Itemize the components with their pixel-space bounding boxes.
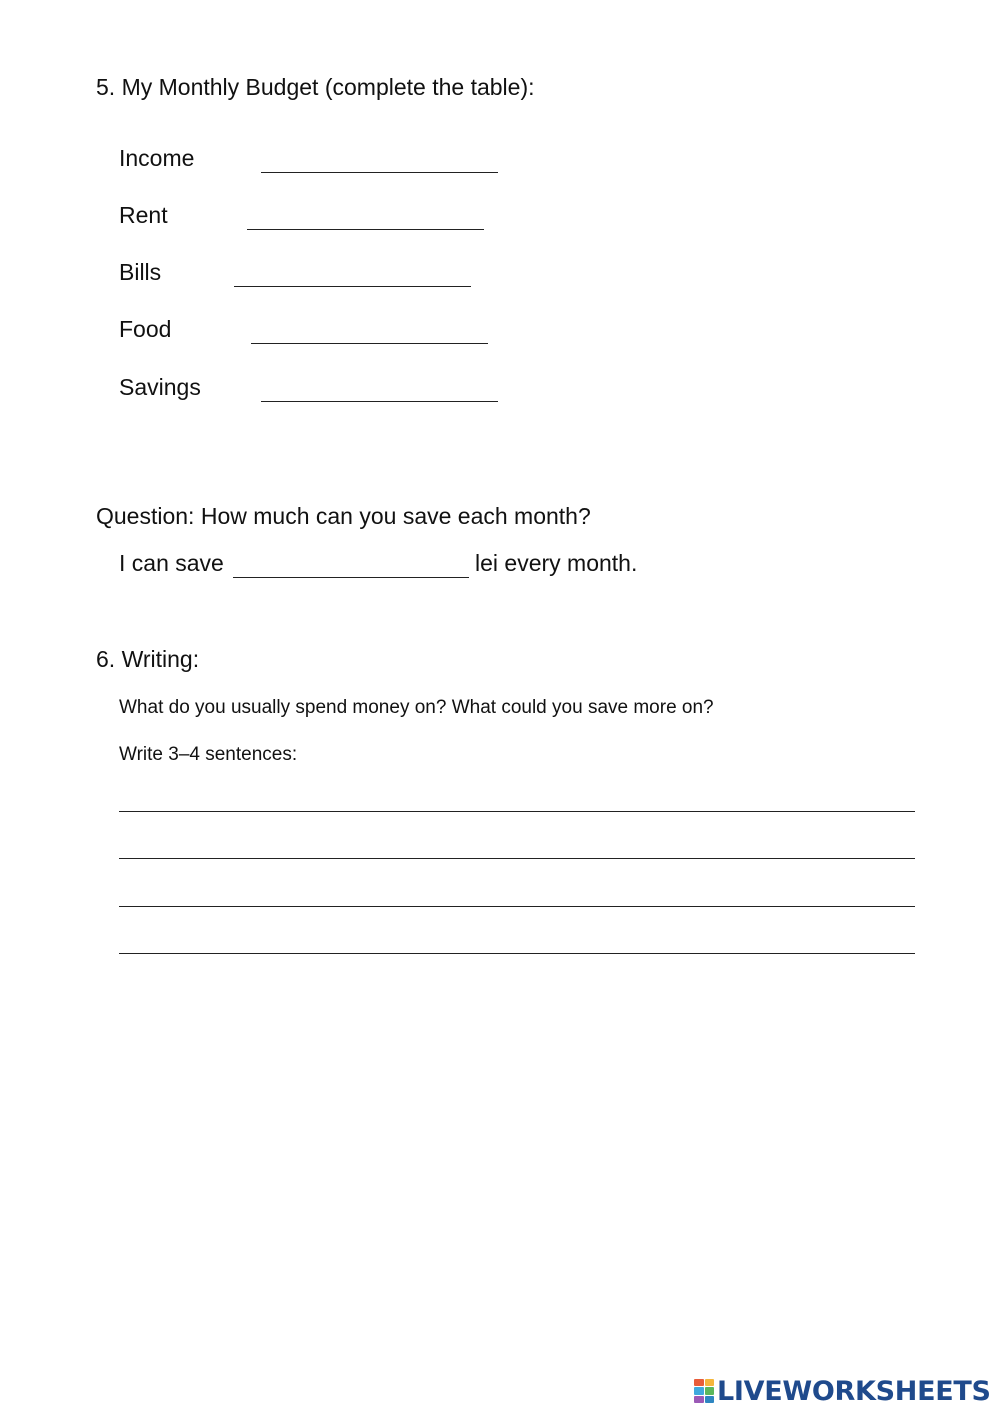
writing-instruction: Write 3–4 sentences: — [119, 744, 298, 765]
logo-mark-icon — [694, 1379, 714, 1403]
budget-label-bills: Bills — [119, 259, 162, 285]
bills-input[interactable] — [234, 260, 471, 287]
budget-label-savings: Savings — [119, 374, 201, 400]
savings-input[interactable] — [261, 375, 498, 402]
budget-label-food: Food — [119, 316, 172, 342]
rent-input[interactable] — [247, 203, 484, 230]
writing-line[interactable] — [119, 953, 915, 954]
writing-line[interactable] — [119, 811, 915, 812]
budget-label-income: Income — [119, 145, 195, 171]
section-5-heading: 5. My Monthly Budget (complete the table): — [96, 74, 535, 100]
food-input[interactable] — [251, 317, 488, 344]
answer-suffix: lei every month. — [475, 550, 638, 576]
question-text: Question: How much can you save each month? — [96, 503, 591, 529]
savings-amount-input[interactable] — [233, 551, 469, 578]
budget-label-rent: Rent — [119, 202, 168, 228]
writing-line[interactable] — [119, 858, 915, 859]
section-6-heading: 6. Writing: — [96, 646, 200, 672]
liveworksheets-logo — [694, 1374, 991, 1408]
answer-prefix: I can save — [119, 550, 224, 576]
logo-text: LIVEWORKSHEETS — [717, 1375, 991, 1407]
writing-line[interactable] — [119, 906, 915, 907]
writing-prompt: What do you usually spend money on? What could you save more on? — [119, 697, 714, 718]
income-input[interactable] — [261, 146, 498, 173]
